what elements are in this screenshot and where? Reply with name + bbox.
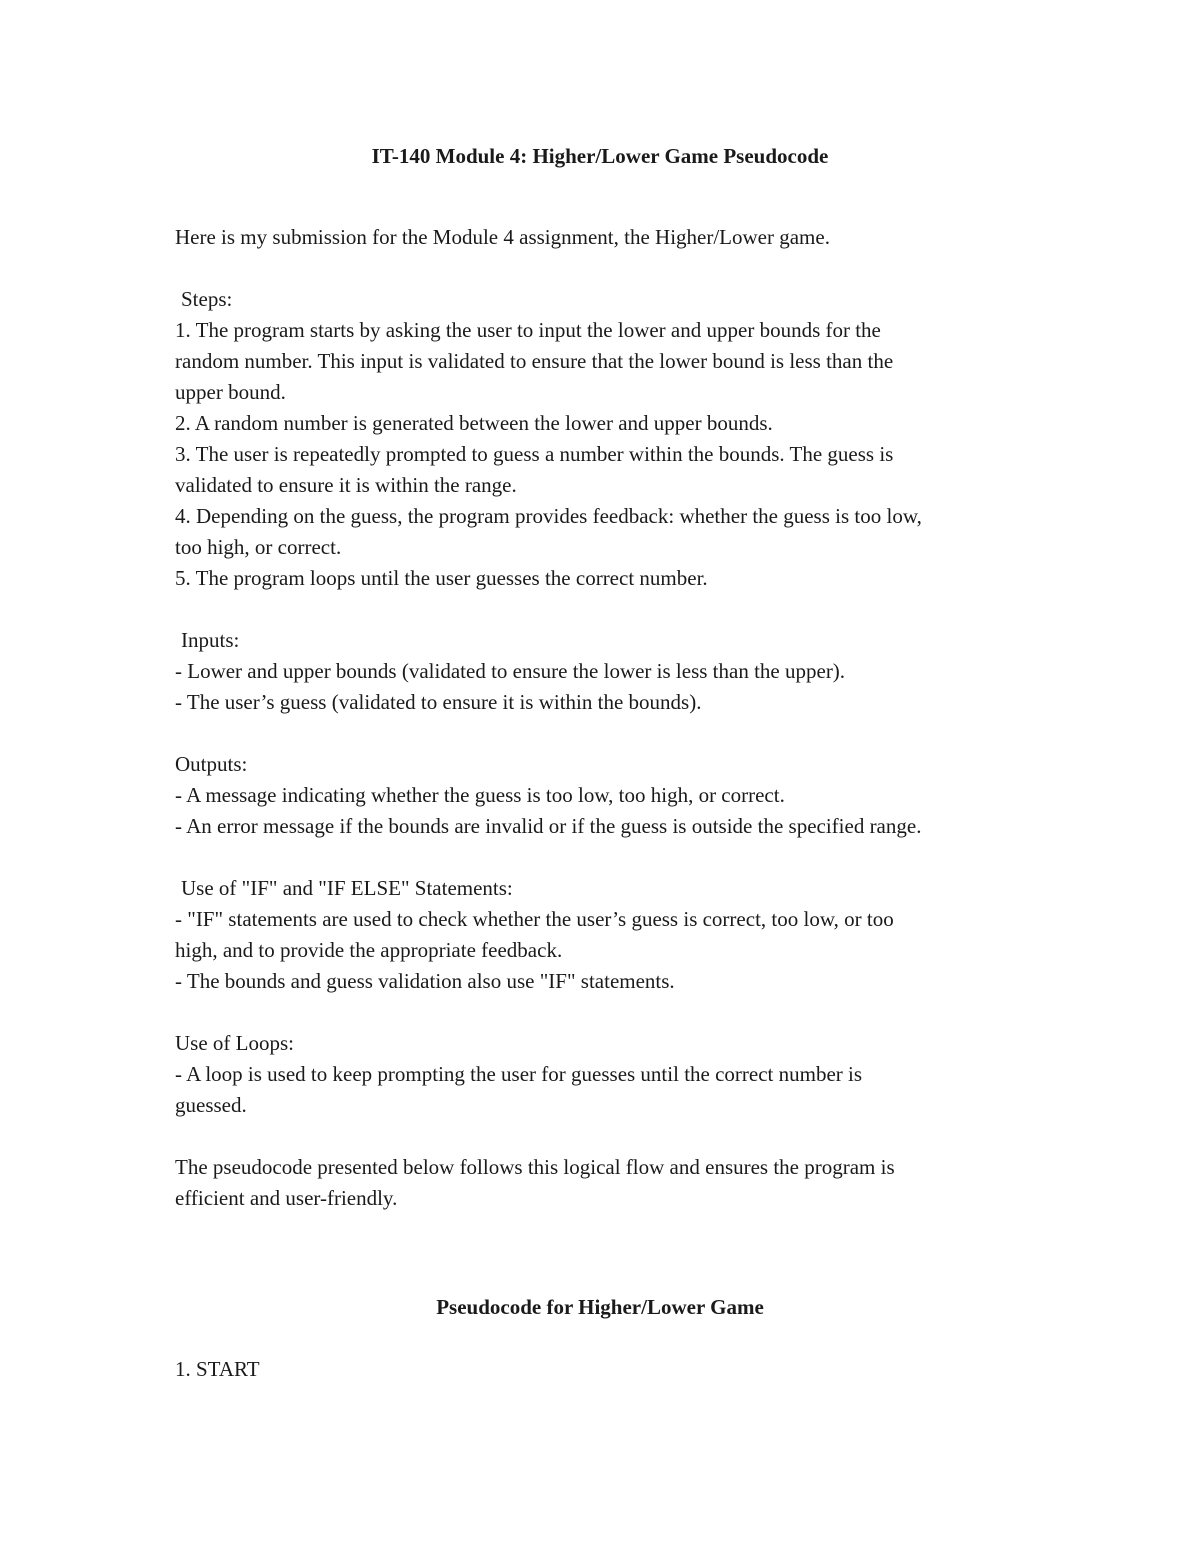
loops-heading: Use of Loops: (175, 1031, 294, 1055)
if-statements-line: - The bounds and guess validation also use "IF" statements. (175, 969, 675, 993)
spacer (175, 842, 1035, 873)
steps-line: too high, or correct. (175, 535, 342, 559)
document-body (175, 222, 1035, 1214)
if-statements-line: high, and to provide the appropriate feedback. (175, 938, 563, 962)
spacer (175, 594, 1035, 625)
if-statements-line: - "IF" statements are used to check whether the user’s guess is correct, too low, or too (175, 907, 894, 931)
loops-line: - A loop is used to keep prompting the user for guesses until the correct number is (175, 1062, 863, 1086)
outputs-heading: Outputs: (175, 752, 248, 776)
steps-heading: Steps: (181, 287, 233, 311)
document-title: IT-140 Module 4: Higher/Lower Game Pseudocode (371, 144, 829, 168)
steps-line: 1. The program starts by asking the user to input the lower and upper bounds for the (175, 318, 881, 342)
conclusion-line: efficient and user-friendly. (175, 1186, 398, 1210)
pseudocode-first-line: 1. START (175, 1357, 260, 1381)
outputs-line: - A message indicating whether the guess is too low, too high, or correct. (175, 783, 785, 807)
steps-line: 5. The program loops until the user guesses the correct number. (175, 566, 708, 590)
steps-line: 3. The user is repeatedly prompted to guess a number within the bounds. The guess is (175, 442, 894, 466)
steps-line: random number. This input is validated to ensure that the lower bound is less than the (175, 349, 894, 373)
spacer (175, 997, 1035, 1028)
steps-line: upper bound. (175, 380, 286, 404)
loops-line: guessed. (175, 1093, 247, 1117)
steps-line: 2. A random number is generated between the lower and upper bounds. (175, 411, 773, 435)
outputs-line: - An error message if the bounds are invalid or if the guess is outside the specified range. (175, 814, 922, 838)
steps-line: validated to ensure it is within the range. (175, 473, 517, 497)
pseudocode-title: Pseudocode for Higher/Lower Game (436, 1295, 764, 1319)
if-statements-heading: Use of "IF" and "IF ELSE" Statements: (181, 876, 513, 900)
inputs-line: - The user’s guess (validated to ensure it is within the bounds). (175, 690, 702, 714)
spacer (175, 1121, 1035, 1152)
spacer (175, 718, 1035, 749)
spacer (175, 253, 1035, 284)
inputs-heading: Inputs: (181, 628, 240, 652)
intro-paragraph: Here is my submission for the Module 4 assignment, the Higher/Lower game. (175, 225, 830, 249)
inputs-line: - Lower and upper bounds (validated to ensure the lower is less than the upper). (175, 659, 846, 683)
conclusion-line: The pseudocode presented below follows this logical flow and ensures the program is (175, 1155, 895, 1179)
steps-line: 4. Depending on the guess, the program provides feedback: whether the guess is too low, (175, 504, 922, 528)
